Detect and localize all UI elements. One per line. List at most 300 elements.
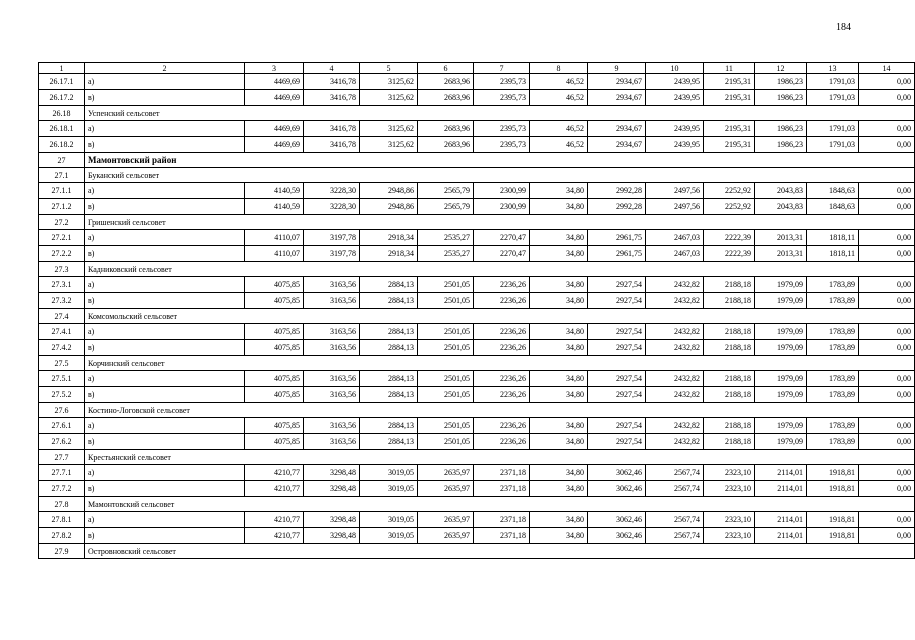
- value-cell: 1848,63: [807, 183, 859, 199]
- value-cell: 2927,54: [588, 293, 646, 309]
- value-cell: 46,52: [530, 121, 588, 137]
- row-code-cell: 27.1.1: [39, 183, 85, 199]
- value-cell: 2222,39: [704, 246, 755, 262]
- table-row: [39, 418, 915, 434]
- value-cell: 2961,75: [588, 230, 646, 246]
- row-code-cell: 26.17.2: [39, 90, 85, 106]
- table-row: [39, 481, 915, 497]
- value-cell: 3416,78: [304, 74, 360, 90]
- value-cell: 2323,10: [704, 512, 755, 528]
- table-row: [39, 137, 915, 153]
- value-cell: 0,00: [859, 481, 915, 497]
- value-cell: 1818,11: [807, 246, 859, 262]
- value-cell: 4210,77: [245, 528, 304, 544]
- value-cell: 34,80: [530, 434, 588, 450]
- value-cell: 2501,05: [418, 277, 474, 293]
- value-cell: 1918,81: [807, 481, 859, 497]
- value-cell: 34,80: [530, 277, 588, 293]
- row-code-cell: 27.8: [39, 497, 85, 512]
- value-cell: 3125,62: [360, 121, 418, 137]
- section-header-row: [39, 544, 915, 559]
- section-header-row: [39, 215, 915, 230]
- value-cell: 0,00: [859, 293, 915, 309]
- value-cell: 0,00: [859, 199, 915, 215]
- table-row: [39, 90, 915, 106]
- value-cell: 4075,85: [245, 387, 304, 403]
- value-cell: 4469,69: [245, 137, 304, 153]
- column-number-cell: 11: [704, 63, 755, 74]
- value-cell: 2501,05: [418, 387, 474, 403]
- row-code-cell: 27.2.2: [39, 246, 85, 262]
- value-cell: 0,00: [859, 121, 915, 137]
- value-cell: 2565,79: [418, 183, 474, 199]
- value-cell: 1783,89: [807, 324, 859, 340]
- value-cell: 2884,13: [360, 324, 418, 340]
- value-cell: 2114,01: [755, 512, 807, 528]
- value-cell: 2195,31: [704, 90, 755, 106]
- value-cell: 3163,56: [304, 293, 360, 309]
- row-label-cell: в): [85, 528, 245, 544]
- value-cell: 2567,74: [646, 465, 704, 481]
- value-cell: 2927,54: [588, 434, 646, 450]
- value-cell: 2535,27: [418, 230, 474, 246]
- value-cell: 2188,18: [704, 324, 755, 340]
- value-cell: 2535,27: [418, 246, 474, 262]
- value-cell: 2927,54: [588, 340, 646, 356]
- value-cell: 1791,03: [807, 90, 859, 106]
- value-cell: 3298,48: [304, 481, 360, 497]
- value-cell: 2395,73: [474, 90, 530, 106]
- column-number-cell: 4: [304, 63, 360, 74]
- value-cell: 4210,77: [245, 512, 304, 528]
- value-cell: 2501,05: [418, 371, 474, 387]
- section-header-row: [39, 450, 915, 465]
- value-cell: 1979,09: [755, 418, 807, 434]
- value-cell: 2501,05: [418, 418, 474, 434]
- value-cell: 3197,78: [304, 246, 360, 262]
- value-cell: 34,80: [530, 230, 588, 246]
- row-code-cell: 27: [39, 153, 85, 168]
- row-code-cell: 27.2: [39, 215, 85, 230]
- value-cell: 2432,82: [646, 434, 704, 450]
- value-cell: 34,80: [530, 246, 588, 262]
- value-cell: 2371,18: [474, 512, 530, 528]
- row-label-cell: а): [85, 418, 245, 434]
- value-cell: 4075,85: [245, 340, 304, 356]
- value-cell: 2884,13: [360, 277, 418, 293]
- value-cell: 2927,54: [588, 371, 646, 387]
- row-label-cell: а): [85, 121, 245, 137]
- value-cell: 4469,69: [245, 121, 304, 137]
- value-cell: 3416,78: [304, 90, 360, 106]
- value-cell: 1783,89: [807, 387, 859, 403]
- value-cell: 2188,18: [704, 418, 755, 434]
- table-row: [39, 183, 915, 199]
- value-cell: 2501,05: [418, 293, 474, 309]
- value-cell: 2439,95: [646, 74, 704, 90]
- value-cell: 2884,13: [360, 293, 418, 309]
- value-cell: 2432,82: [646, 324, 704, 340]
- value-cell: 3163,56: [304, 324, 360, 340]
- row-code-cell: 27.7.1: [39, 465, 85, 481]
- value-cell: 2270,47: [474, 246, 530, 262]
- value-cell: 4469,69: [245, 90, 304, 106]
- value-cell: 3298,48: [304, 465, 360, 481]
- value-cell: 2188,18: [704, 340, 755, 356]
- value-cell: 0,00: [859, 183, 915, 199]
- value-cell: 34,80: [530, 465, 588, 481]
- section-name-cell: Кадниковский сельсовет: [85, 262, 915, 277]
- row-code-cell: 27.5: [39, 356, 85, 371]
- section-name-cell: Гришенский сельсовет: [85, 215, 915, 230]
- value-cell: 2683,96: [418, 121, 474, 137]
- value-cell: 1979,09: [755, 387, 807, 403]
- value-cell: 2371,18: [474, 528, 530, 544]
- row-code-cell: 27.7: [39, 450, 85, 465]
- value-cell: 34,80: [530, 371, 588, 387]
- value-cell: 2195,31: [704, 121, 755, 137]
- value-cell: 2236,26: [474, 277, 530, 293]
- value-cell: 3125,62: [360, 74, 418, 90]
- row-label-cell: в): [85, 137, 245, 153]
- value-cell: 2918,34: [360, 246, 418, 262]
- value-cell: 2567,74: [646, 512, 704, 528]
- value-cell: 2884,13: [360, 434, 418, 450]
- value-cell: 1791,03: [807, 121, 859, 137]
- row-label-cell: в): [85, 434, 245, 450]
- column-number-cell: 10: [646, 63, 704, 74]
- row-label-cell: а): [85, 324, 245, 340]
- table-row: [39, 324, 915, 340]
- value-cell: 3163,56: [304, 277, 360, 293]
- row-code-cell: 26.18.2: [39, 137, 85, 153]
- value-cell: 2013,31: [755, 246, 807, 262]
- value-cell: 3125,62: [360, 137, 418, 153]
- row-code-cell: 26.18: [39, 106, 85, 121]
- value-cell: 1783,89: [807, 434, 859, 450]
- value-cell: 4075,85: [245, 371, 304, 387]
- value-cell: 2270,47: [474, 230, 530, 246]
- column-number-cell: 14: [859, 63, 915, 74]
- value-cell: 1918,81: [807, 512, 859, 528]
- table-row: [39, 121, 915, 137]
- value-cell: 3019,05: [360, 481, 418, 497]
- value-cell: 2934,67: [588, 74, 646, 90]
- value-cell: 2497,56: [646, 199, 704, 215]
- value-cell: 34,80: [530, 340, 588, 356]
- row-label-cell: а): [85, 230, 245, 246]
- column-number-cell: 5: [360, 63, 418, 74]
- value-cell: 2323,10: [704, 481, 755, 497]
- value-cell: 2948,86: [360, 183, 418, 199]
- value-cell: 1979,09: [755, 324, 807, 340]
- column-number-cell: 13: [807, 63, 859, 74]
- value-cell: 2188,18: [704, 277, 755, 293]
- value-cell: 2300,99: [474, 199, 530, 215]
- row-code-cell: 27.1.2: [39, 199, 85, 215]
- row-label-cell: а): [85, 74, 245, 90]
- value-cell: 0,00: [859, 246, 915, 262]
- column-number-row: [39, 63, 915, 74]
- value-cell: 1783,89: [807, 293, 859, 309]
- value-cell: 3163,56: [304, 387, 360, 403]
- row-code-cell: 27.3.1: [39, 277, 85, 293]
- value-cell: 34,80: [530, 528, 588, 544]
- value-cell: 2300,99: [474, 183, 530, 199]
- value-cell: 2927,54: [588, 324, 646, 340]
- value-cell: 4075,85: [245, 324, 304, 340]
- value-cell: 46,52: [530, 90, 588, 106]
- row-code-cell: 27.6.1: [39, 418, 85, 434]
- row-code-cell: 27.5.1: [39, 371, 85, 387]
- value-cell: 46,52: [530, 74, 588, 90]
- table-row: [39, 528, 915, 544]
- value-cell: 2432,82: [646, 371, 704, 387]
- value-cell: 4075,85: [245, 418, 304, 434]
- value-cell: 2992,28: [588, 199, 646, 215]
- column-number-cell: 7: [474, 63, 530, 74]
- row-label-cell: в): [85, 481, 245, 497]
- section-name-cell: Костино-Логовской сельсовет: [85, 403, 915, 418]
- value-cell: 2114,01: [755, 528, 807, 544]
- column-number-cell: 3: [245, 63, 304, 74]
- value-cell: 2439,95: [646, 137, 704, 153]
- value-cell: 2043,83: [755, 199, 807, 215]
- row-code-cell: 27.3.2: [39, 293, 85, 309]
- value-cell: 0,00: [859, 74, 915, 90]
- row-label-cell: а): [85, 512, 245, 528]
- value-cell: 1791,03: [807, 137, 859, 153]
- value-cell: 2927,54: [588, 387, 646, 403]
- row-code-cell: 27.4.2: [39, 340, 85, 356]
- value-cell: 3125,62: [360, 90, 418, 106]
- value-cell: 3163,56: [304, 434, 360, 450]
- value-cell: 1986,23: [755, 74, 807, 90]
- section-name-cell: Крестьянский сельсовет: [85, 450, 915, 465]
- value-cell: 4075,85: [245, 277, 304, 293]
- value-cell: 2236,26: [474, 324, 530, 340]
- row-label-cell: в): [85, 293, 245, 309]
- value-cell: 2948,86: [360, 199, 418, 215]
- value-cell: 1979,09: [755, 371, 807, 387]
- value-cell: 4075,85: [245, 293, 304, 309]
- value-cell: 2918,34: [360, 230, 418, 246]
- column-number-cell: 2: [85, 63, 245, 74]
- value-cell: 2927,54: [588, 277, 646, 293]
- value-cell: 0,00: [859, 418, 915, 434]
- section-header-row: [39, 168, 915, 183]
- value-cell: 2236,26: [474, 434, 530, 450]
- value-cell: 2188,18: [704, 387, 755, 403]
- value-cell: 2567,74: [646, 481, 704, 497]
- row-label-cell: в): [85, 387, 245, 403]
- value-cell: 1818,11: [807, 230, 859, 246]
- value-cell: 1848,63: [807, 199, 859, 215]
- row-code-cell: 27.7.2: [39, 481, 85, 497]
- table-row: [39, 74, 915, 90]
- value-cell: 3228,30: [304, 199, 360, 215]
- value-cell: 46,52: [530, 137, 588, 153]
- region-header-row: [39, 153, 915, 168]
- value-cell: 2884,13: [360, 387, 418, 403]
- row-code-cell: 27.4: [39, 309, 85, 324]
- value-cell: 2565,79: [418, 199, 474, 215]
- value-cell: 34,80: [530, 293, 588, 309]
- value-cell: 34,80: [530, 481, 588, 497]
- value-cell: 0,00: [859, 340, 915, 356]
- value-cell: 4075,85: [245, 434, 304, 450]
- value-cell: 2222,39: [704, 230, 755, 246]
- region-name-cell: Мамонтовский район: [85, 153, 915, 168]
- section-header-row: [39, 309, 915, 324]
- value-cell: 2635,97: [418, 465, 474, 481]
- value-cell: 34,80: [530, 418, 588, 434]
- value-cell: 2323,10: [704, 465, 755, 481]
- value-cell: 1986,23: [755, 121, 807, 137]
- value-cell: 0,00: [859, 137, 915, 153]
- value-cell: 2467,03: [646, 230, 704, 246]
- section-header-row: [39, 106, 915, 121]
- value-cell: 0,00: [859, 230, 915, 246]
- table-row: [39, 277, 915, 293]
- table-row: [39, 371, 915, 387]
- value-cell: 2497,56: [646, 183, 704, 199]
- value-cell: 2934,67: [588, 121, 646, 137]
- row-code-cell: 27.9: [39, 544, 85, 559]
- row-label-cell: в): [85, 199, 245, 215]
- section-header-row: [39, 262, 915, 277]
- row-label-cell: а): [85, 277, 245, 293]
- value-cell: 0,00: [859, 465, 915, 481]
- table-row: [39, 340, 915, 356]
- table-row: [39, 387, 915, 403]
- value-cell: 2432,82: [646, 418, 704, 434]
- value-cell: 2439,95: [646, 121, 704, 137]
- value-cell: 3298,48: [304, 528, 360, 544]
- value-cell: 1979,09: [755, 277, 807, 293]
- value-cell: 0,00: [859, 371, 915, 387]
- value-cell: 34,80: [530, 183, 588, 199]
- value-cell: 0,00: [859, 90, 915, 106]
- value-cell: 4140,59: [245, 199, 304, 215]
- value-cell: 0,00: [859, 387, 915, 403]
- value-cell: 2013,31: [755, 230, 807, 246]
- value-cell: 3062,46: [588, 528, 646, 544]
- row-code-cell: 27.5.2: [39, 387, 85, 403]
- value-cell: 0,00: [859, 277, 915, 293]
- value-cell: 3062,46: [588, 481, 646, 497]
- value-cell: 2432,82: [646, 293, 704, 309]
- table-row: [39, 512, 915, 528]
- table-row: [39, 199, 915, 215]
- value-cell: 2188,18: [704, 371, 755, 387]
- value-cell: 1783,89: [807, 371, 859, 387]
- section-name-cell: Успенский сельсовет: [85, 106, 915, 121]
- value-cell: 1918,81: [807, 528, 859, 544]
- value-cell: 2635,97: [418, 528, 474, 544]
- value-cell: 1918,81: [807, 465, 859, 481]
- value-cell: 2884,13: [360, 340, 418, 356]
- column-number-cell: 1: [39, 63, 85, 74]
- value-cell: 2501,05: [418, 324, 474, 340]
- row-label-cell: в): [85, 246, 245, 262]
- section-name-cell: Мамонтовский сельсовет: [85, 497, 915, 512]
- value-cell: 34,80: [530, 324, 588, 340]
- value-cell: 2961,75: [588, 246, 646, 262]
- value-cell: 2432,82: [646, 340, 704, 356]
- value-cell: 1979,09: [755, 293, 807, 309]
- value-cell: 1791,03: [807, 74, 859, 90]
- section-name-cell: Корчинский сельсовет: [85, 356, 915, 371]
- row-code-cell: 27.4.1: [39, 324, 85, 340]
- value-cell: 2114,01: [755, 465, 807, 481]
- value-cell: 2683,96: [418, 137, 474, 153]
- section-header-row: [39, 497, 915, 512]
- value-cell: 3416,78: [304, 137, 360, 153]
- value-cell: 3228,30: [304, 183, 360, 199]
- table-row: [39, 230, 915, 246]
- value-cell: 1979,09: [755, 340, 807, 356]
- value-cell: 1986,23: [755, 90, 807, 106]
- section-name-cell: Островновский сельсовет: [85, 544, 915, 559]
- value-cell: 4110,07: [245, 230, 304, 246]
- column-number-cell: 6: [418, 63, 474, 74]
- page-number: 184: [836, 22, 851, 33]
- value-cell: 3298,48: [304, 512, 360, 528]
- value-cell: 3062,46: [588, 465, 646, 481]
- value-cell: 1986,23: [755, 137, 807, 153]
- value-cell: 2236,26: [474, 387, 530, 403]
- row-code-cell: 27.8.1: [39, 512, 85, 528]
- value-cell: 3416,78: [304, 121, 360, 137]
- value-cell: 0,00: [859, 324, 915, 340]
- value-cell: 2635,97: [418, 481, 474, 497]
- table-row: [39, 434, 915, 450]
- value-cell: 2195,31: [704, 74, 755, 90]
- value-cell: 34,80: [530, 512, 588, 528]
- value-cell: 1783,89: [807, 418, 859, 434]
- section-name-cell: Буканский сельсовет: [85, 168, 915, 183]
- row-label-cell: а): [85, 371, 245, 387]
- column-number-cell: 9: [588, 63, 646, 74]
- value-cell: 2043,83: [755, 183, 807, 199]
- value-cell: 3062,46: [588, 512, 646, 528]
- value-cell: 2501,05: [418, 434, 474, 450]
- value-cell: 2927,54: [588, 418, 646, 434]
- value-cell: 2236,26: [474, 340, 530, 356]
- value-cell: 2195,31: [704, 137, 755, 153]
- value-cell: 2395,73: [474, 137, 530, 153]
- row-code-cell: 27.6: [39, 403, 85, 418]
- row-code-cell: 26.17.1: [39, 74, 85, 90]
- value-cell: 2236,26: [474, 371, 530, 387]
- value-cell: 2395,73: [474, 121, 530, 137]
- value-cell: 2114,01: [755, 481, 807, 497]
- value-cell: 3019,05: [360, 528, 418, 544]
- tariff-table: [38, 62, 915, 559]
- table-row: [39, 246, 915, 262]
- value-cell: 0,00: [859, 528, 915, 544]
- value-cell: 1783,89: [807, 277, 859, 293]
- section-header-row: [39, 356, 915, 371]
- row-label-cell: а): [85, 183, 245, 199]
- value-cell: 2252,92: [704, 183, 755, 199]
- value-cell: 2188,18: [704, 293, 755, 309]
- row-code-cell: 27.3: [39, 262, 85, 277]
- value-cell: 2683,96: [418, 74, 474, 90]
- column-number-cell: 8: [530, 63, 588, 74]
- value-cell: 3019,05: [360, 465, 418, 481]
